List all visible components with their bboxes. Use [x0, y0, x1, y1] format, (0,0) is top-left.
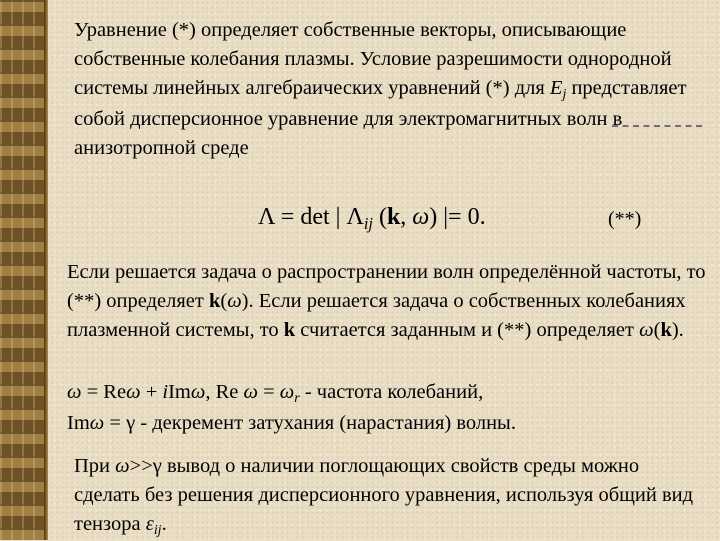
l1-text-4: , Re [205, 381, 244, 403]
l1-omega-4: ω [243, 381, 258, 403]
l1-text-5: = [257, 381, 280, 403]
p4-text-1: При [74, 455, 116, 477]
p2-text-4: считается заданным и (**) определяет [295, 319, 640, 341]
l1-omega: ω [67, 381, 82, 403]
formula-omega: ω [412, 204, 430, 230]
p2-k-2: k [283, 319, 296, 341]
l1-omega-r: ω [279, 381, 295, 403]
l1-omega-3: ω [190, 381, 206, 403]
intro-text-end: представляет собой дисперсионное уравнение для электромагнитных волн в анизотропной среде [74, 77, 687, 159]
formula-open: ( [372, 204, 387, 230]
l1-text-3: Im [168, 381, 191, 403]
l2-omega: ω [89, 412, 105, 434]
intro-paragraph [74, 16, 704, 163]
p4-epsilon-sub: ij [153, 523, 162, 539]
omega-definition [67, 378, 707, 438]
frequency-paragraph [67, 258, 707, 345]
p4-text-3: . [161, 513, 167, 535]
p2-k-3: k [660, 319, 672, 341]
p2-omega-1: ω [227, 290, 242, 312]
p2-text-6: ). [671, 319, 684, 341]
p2-text-3: ). Если решается задача о собственных колебаниях плазменной системы, то [67, 290, 686, 341]
formula-close: ) |= 0. [429, 204, 486, 230]
p2-k-1: k [208, 290, 221, 312]
l1-imaginary-i: i [162, 381, 169, 403]
formula-lhs: Λ [258, 204, 275, 230]
l2-text-1: Im [67, 412, 90, 434]
formula-lambda: Λ [346, 204, 364, 230]
field-symbol: E [549, 77, 563, 99]
conclusion-paragraph [74, 452, 704, 541]
formula-k: k [386, 204, 401, 230]
side-border-edge [44, 0, 48, 540]
p4-omega: ω [115, 455, 130, 477]
p2-text-2: ( [220, 290, 228, 312]
intro-text: Уравнение (*) определяет собственные векторы, описывающие собственные колебания плазмы. Условие разрешимости однородной системы линейных алгебраических уравнений (*) для [74, 19, 672, 99]
l1-text-2: + [140, 381, 163, 403]
formula-lambda-sub: ij [363, 214, 373, 234]
formula-comma: , [400, 204, 413, 230]
p2-omega-2: ω [639, 319, 654, 341]
p2-text-1: Если решается задача о распространении волн определённой частоты, то (**) определяет [67, 261, 706, 312]
decorative-side-border [0, 0, 44, 540]
p4-epsilon: ε [145, 513, 154, 535]
equation-tag: (**) [608, 208, 642, 230]
dispersion-equation [258, 204, 486, 234]
l2-text-2: = γ - декремент затухания (нарастания) волны. [104, 412, 516, 434]
p2-text-5: ( [653, 319, 661, 341]
l1-text-6: - частота колебаний, [299, 381, 484, 403]
l1-text-1: = Re [81, 381, 127, 403]
formula-det: = det | [274, 204, 347, 230]
p4-text-2: >>γ вывод о наличии поглощающих свойств среды можно сделать без решения дисперсионного уравнения, используя общий вид тензора [74, 455, 694, 535]
l1-omega-2: ω [126, 381, 141, 403]
l1-r-sub: r [294, 391, 300, 407]
field-symbol-subscript: j [562, 87, 567, 103]
